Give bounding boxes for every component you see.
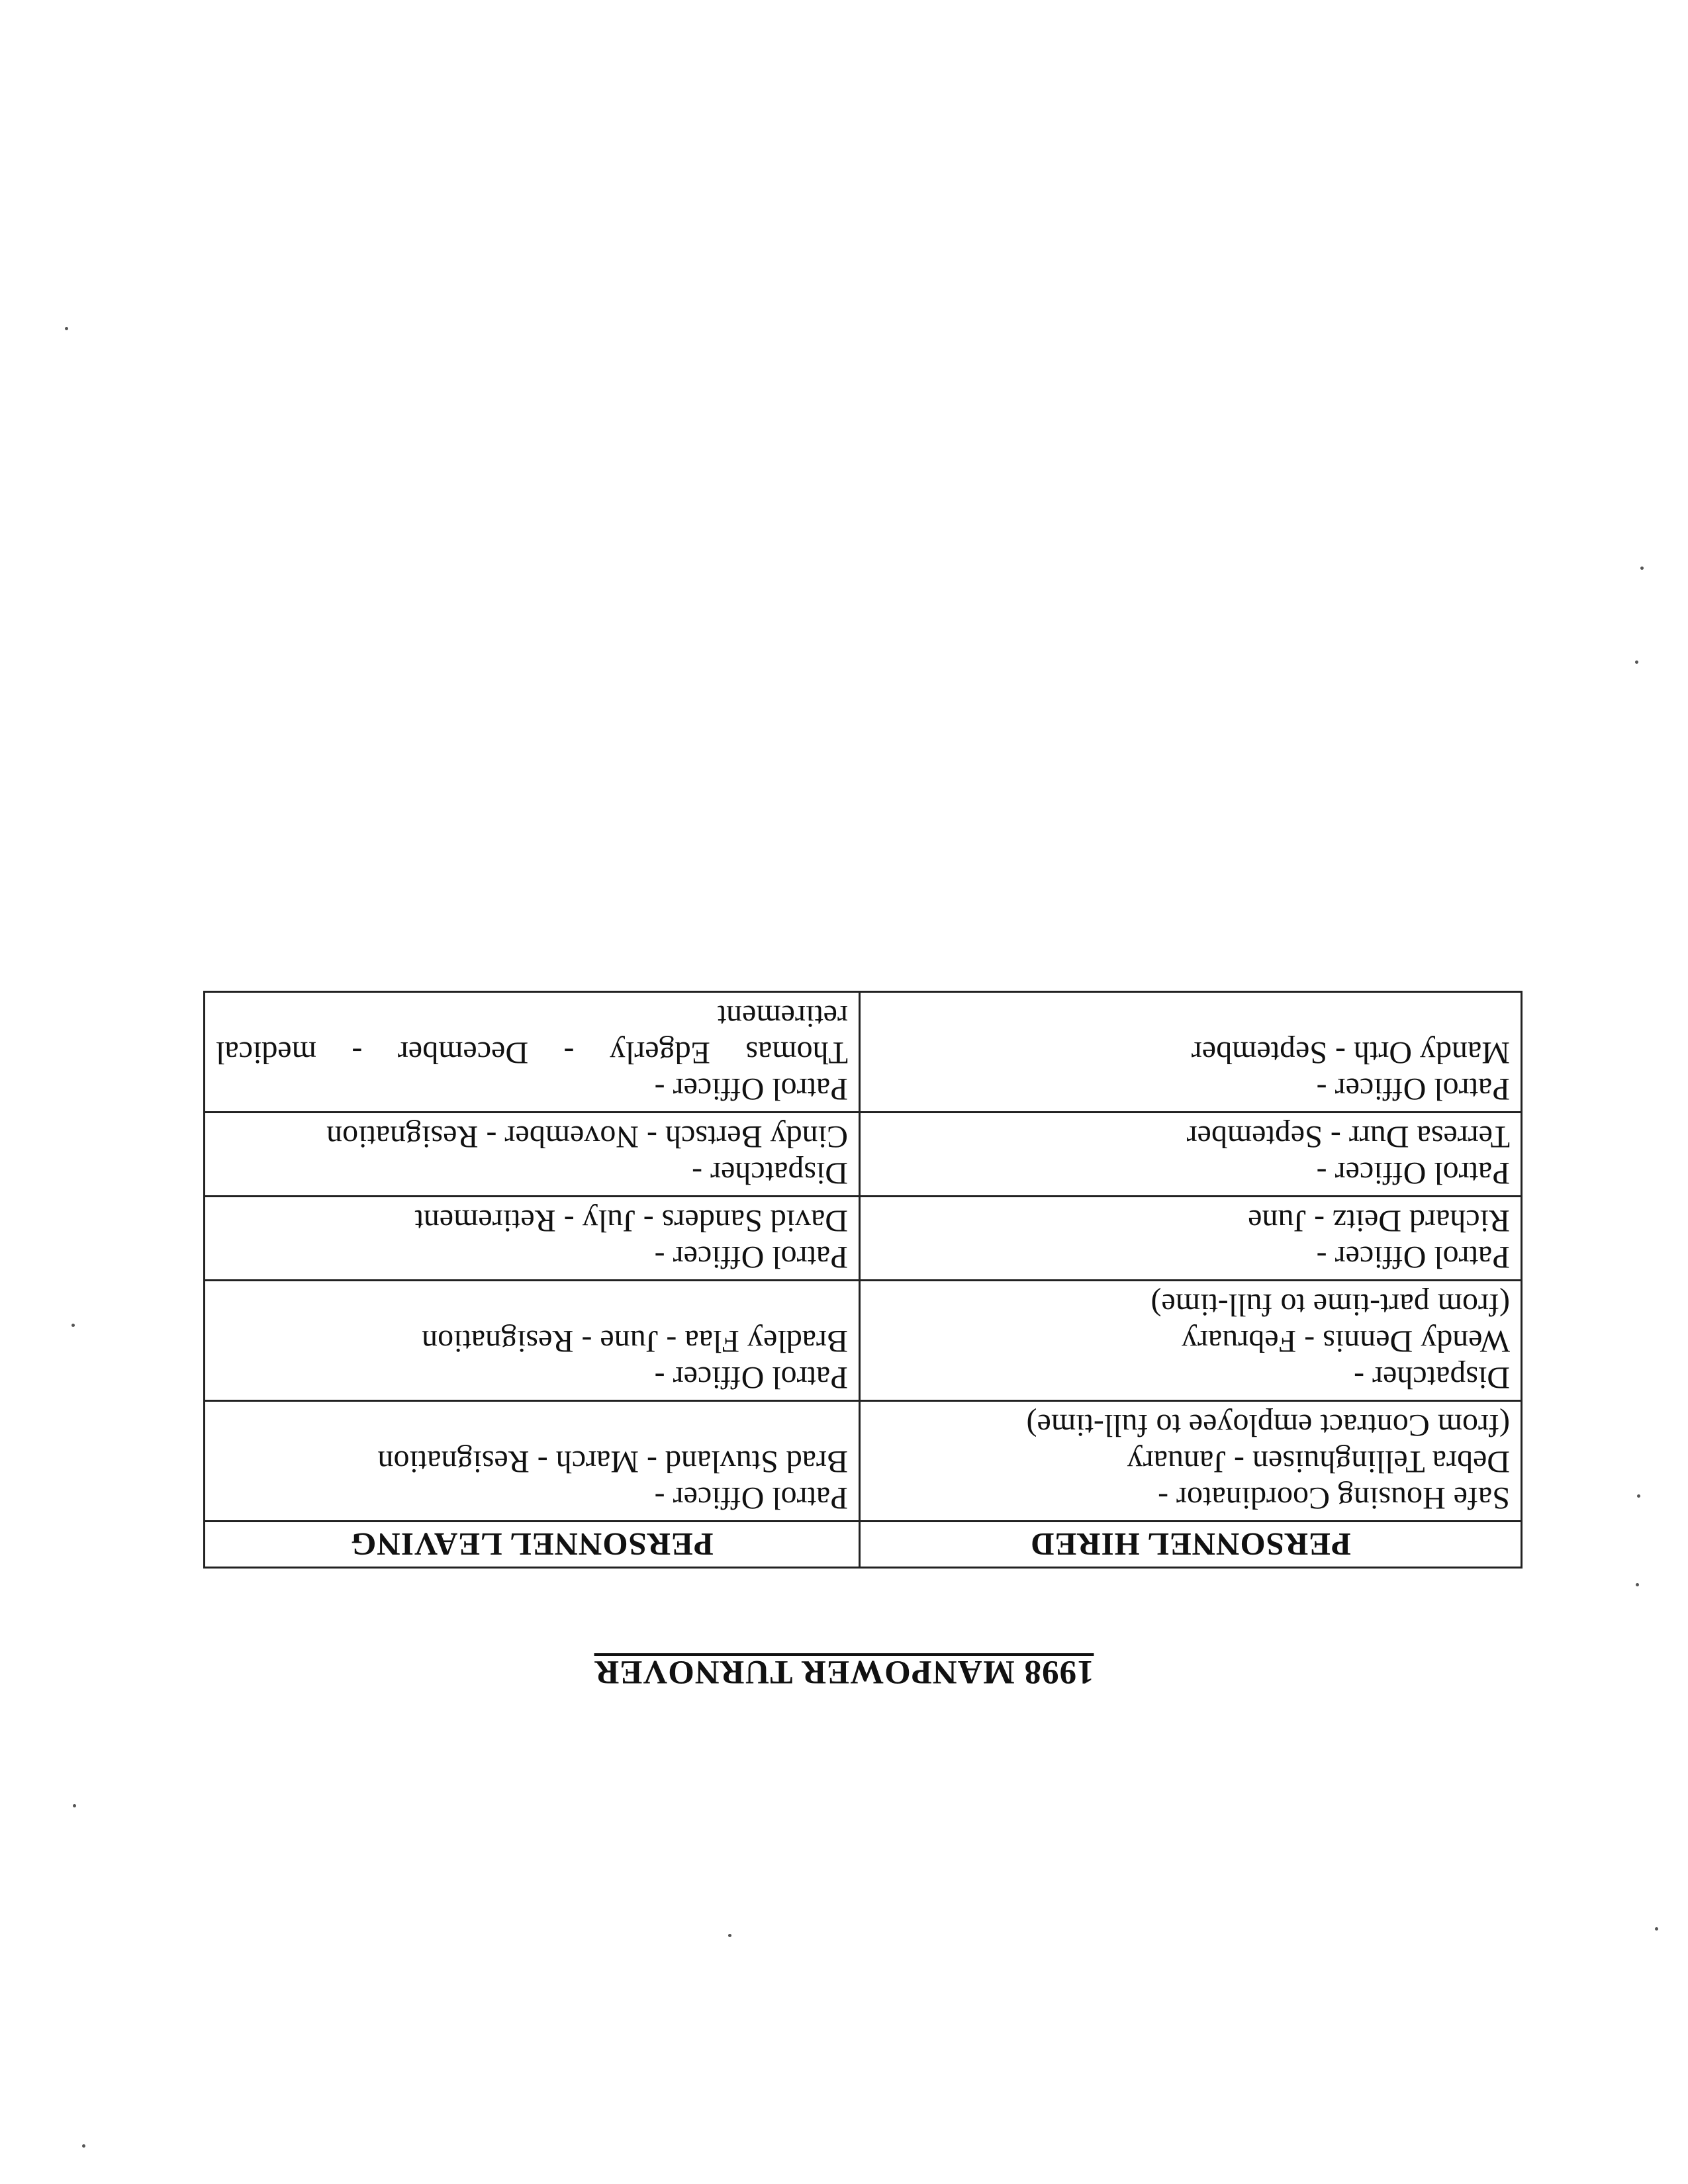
leaving-cell [205,1197,860,1281]
hired-position: Patrol Officer - [1316,1240,1510,1275]
leaving-person-continuation: retirement [717,999,848,1034]
scan-speck [1636,1583,1639,1586]
hired-person: Debra Tellinghuisen - January [1127,1444,1510,1479]
leaving-person: David Sanders - July - Retirement [414,1203,848,1238]
leaving-position: Patrol Officer - [654,1360,848,1395]
scan-speck [728,1934,731,1937]
leaving-cell [205,1401,860,1522]
table-row [205,1401,1522,1522]
leaving-person-word: - [563,1035,575,1070]
leaving-position: Patrol Officer - [654,1071,848,1107]
leaving-person-justified [216,1034,848,1071]
hired-person: Terresa Durr - September [1186,1119,1510,1154]
table-row [205,1197,1522,1281]
hired-person: Richard Deitz - June [1248,1203,1510,1238]
leaving-position: Patrol Officer - [654,1480,848,1516]
leaving-person-word: - [352,1035,363,1070]
turnover-table [203,991,1523,1569]
scan-speck [1655,1927,1658,1931]
hired-person: Mandy Orth - September [1191,1035,1510,1070]
leaving-cell [205,1113,860,1197]
scan-speck [1635,660,1638,664]
hired-note: (from part-time to full-time) [1150,1287,1510,1322]
scan-speck [1640,567,1644,570]
hired-cell [860,1113,1522,1197]
hired-position: Patrol Officer - [1316,1071,1510,1107]
leaving-cell [205,992,860,1113]
table-header-row [205,1522,1522,1568]
table-row [205,1113,1522,1197]
leaving-person-word: Edgerly [609,1035,710,1070]
header-personnel-hired: PERSONNEL HIRED [860,1522,1522,1568]
table-row [205,1281,1522,1401]
table-row [205,992,1522,1113]
scan-speck [82,2144,85,2148]
hired-note: (from Contract employee to full-time) [1026,1408,1510,1443]
scan-speck [1637,1494,1640,1498]
hired-position: Dispatcher - [1354,1360,1510,1395]
leaving-person-word: medical [216,1035,316,1070]
hired-cell [860,1401,1522,1522]
leaving-position: Patrol Officer - [654,1240,848,1275]
leaving-person: Brad Stuvland - March - Resignation [377,1444,848,1479]
leaving-position: Dispatcher - [692,1156,848,1191]
scan-speck [65,327,68,330]
leaving-person-word: Thomas [745,1035,848,1070]
leaving-person: Bradley Flaa - June - Resignation [422,1324,848,1359]
hired-cell [860,1197,1522,1281]
hired-position: Safe Housing Coordinator - [1158,1480,1510,1516]
hired-cell [860,992,1522,1113]
hired-position: Patrol Officer - [1316,1156,1510,1191]
leaving-person-word: December [397,1035,529,1070]
document-title: 1998 MANPOWER TURNOVER [594,1653,1094,1690]
leaving-person: Cindy Bertsch - November - Resignation [326,1119,848,1154]
scan-speck [71,1324,75,1327]
scan-speck [73,1804,76,1807]
header-personnel-leaving: PERSONNEL LEAVING [205,1522,860,1568]
hired-person: Wendy Dennis - February [1181,1324,1510,1359]
hired-cell [860,1281,1522,1401]
leaving-cell [205,1281,860,1401]
